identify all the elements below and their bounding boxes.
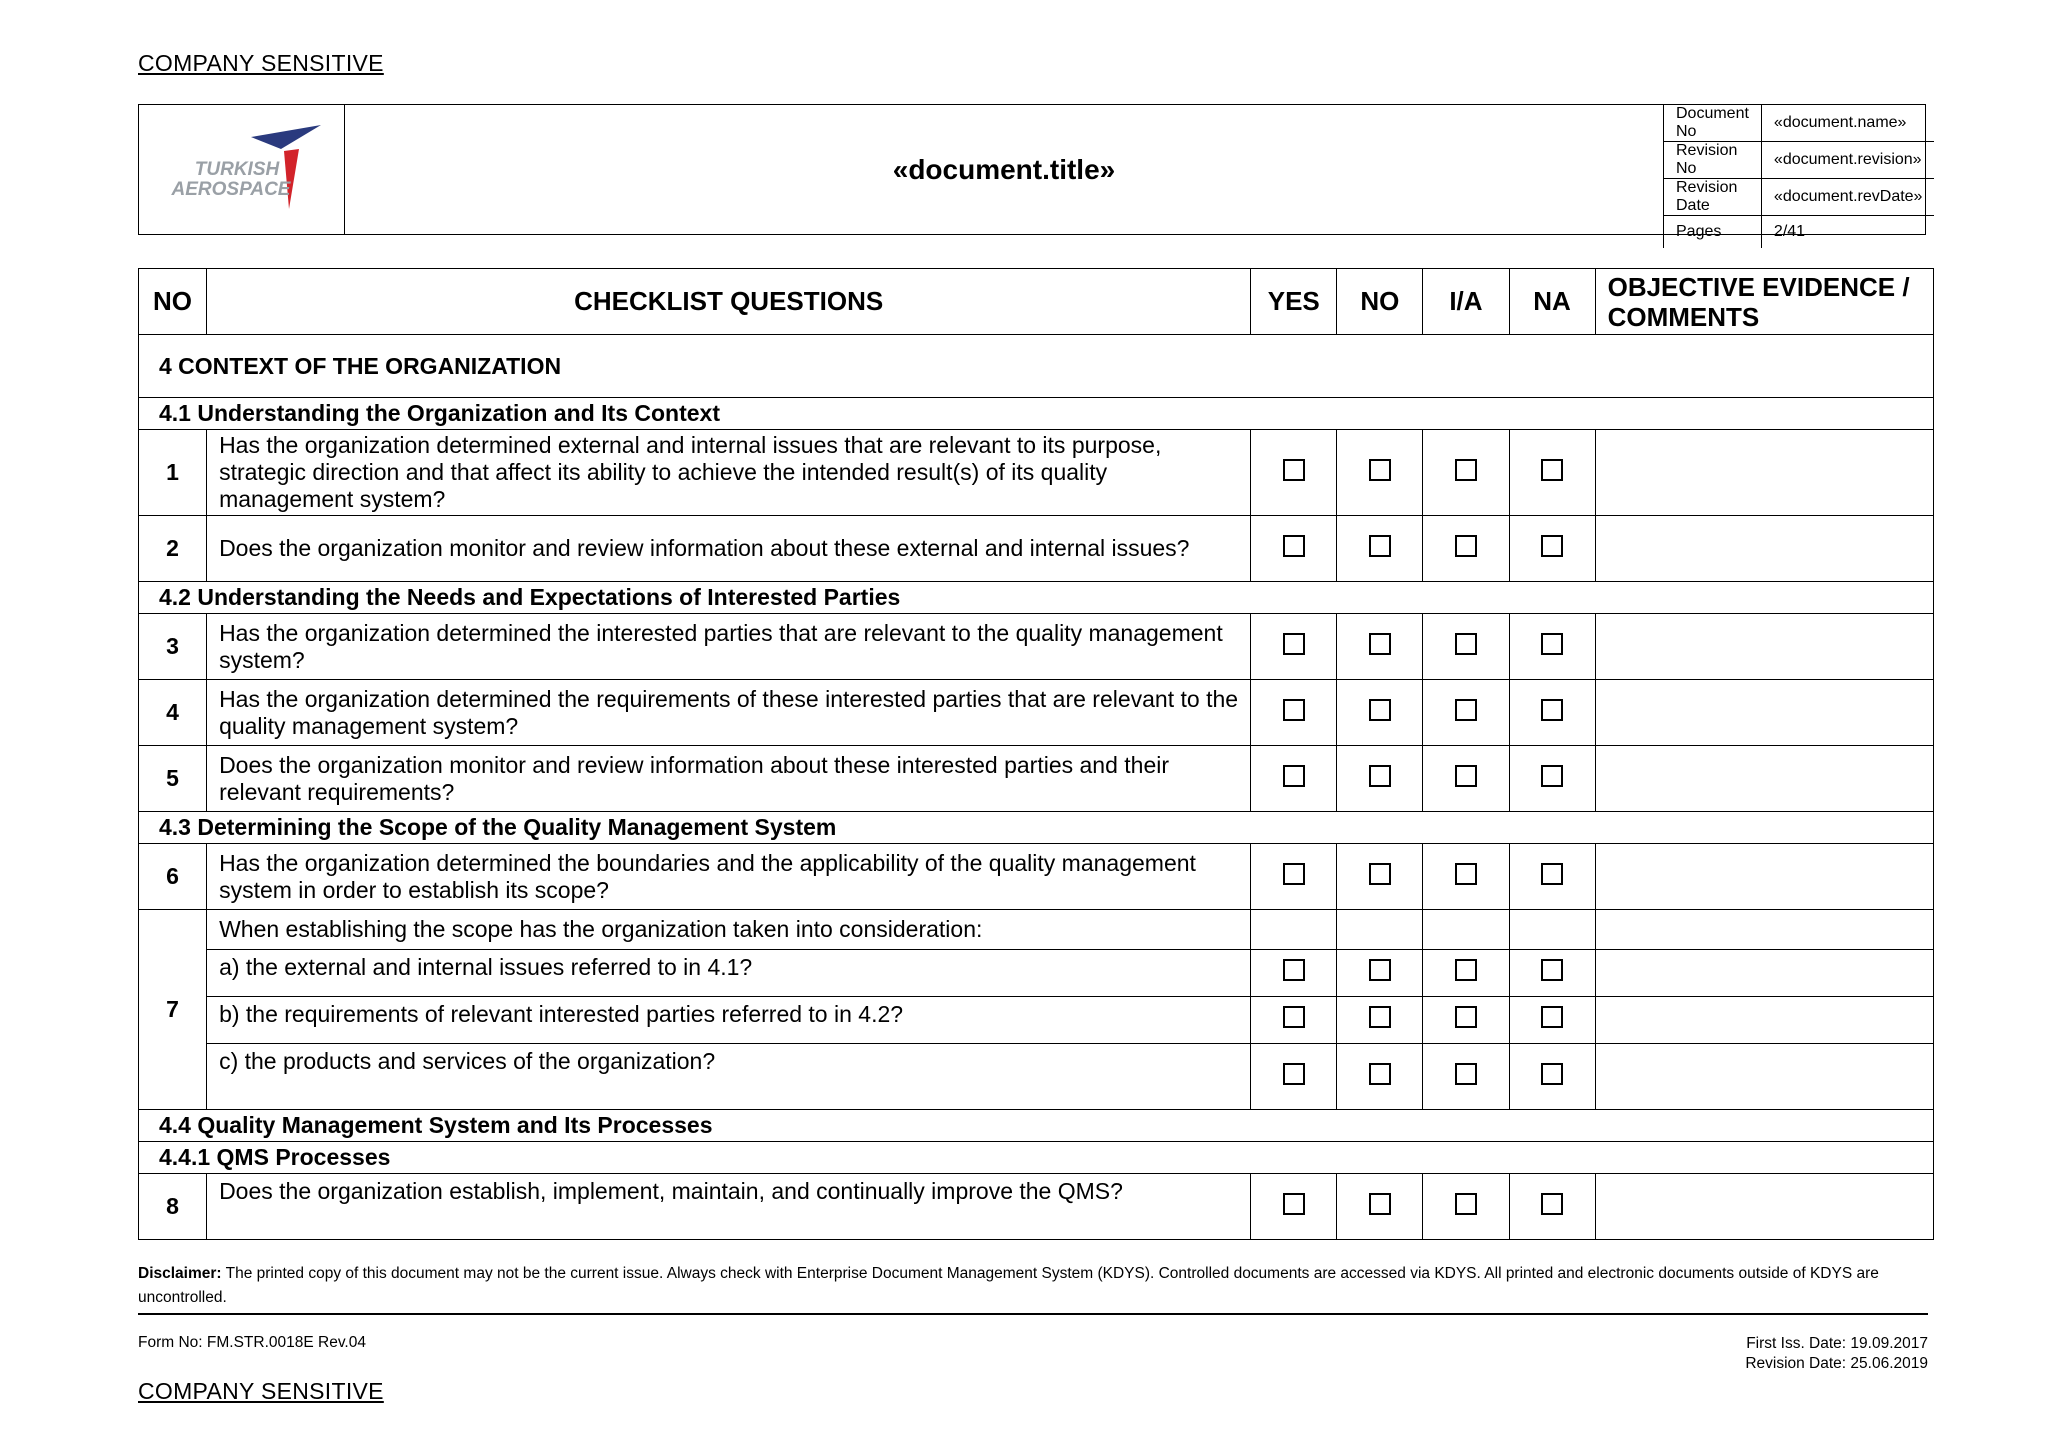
- footer-dates: [1745, 1334, 1928, 1374]
- yes-checkbox[interactable]: [1251, 516, 1337, 582]
- checkbox-icon: [1541, 1193, 1563, 1215]
- checkbox-icon: [1369, 765, 1391, 787]
- section-row: [139, 335, 1934, 398]
- evidence-cell[interactable]: [1595, 516, 1933, 582]
- empty-cell: [1423, 910, 1509, 950]
- yes-checkbox[interactable]: [1251, 746, 1337, 812]
- empty-cell: [1251, 910, 1337, 950]
- no-checkbox[interactable]: [1337, 430, 1423, 516]
- meta-key: Pages: [1664, 216, 1762, 249]
- checkbox-icon: [1541, 699, 1563, 721]
- checkbox-icon: [1541, 863, 1563, 885]
- question-text: b) the requirements of relevant interested parties referred to in 4.2?: [207, 997, 1251, 1044]
- no-checkbox[interactable]: [1337, 844, 1423, 910]
- empty-cell: [1337, 910, 1423, 950]
- checkbox-icon: [1455, 535, 1477, 557]
- na-checkbox[interactable]: [1509, 680, 1595, 746]
- checkbox-icon: [1455, 863, 1477, 885]
- checkbox-icon: [1541, 459, 1563, 481]
- col-header-yes: YES: [1251, 269, 1337, 335]
- meta-value: «document.name»: [1761, 105, 1934, 142]
- checkbox-icon: [1369, 633, 1391, 655]
- evidence-cell[interactable]: [1595, 746, 1933, 812]
- ia-checkbox[interactable]: [1423, 746, 1509, 812]
- ia-checkbox[interactable]: [1423, 1174, 1509, 1240]
- subsection-row: [139, 812, 1934, 844]
- yes-checkbox[interactable]: [1251, 844, 1337, 910]
- checkbox-icon: [1283, 699, 1305, 721]
- checkbox-icon: [1283, 1006, 1305, 1028]
- subsection-row: [139, 1142, 1934, 1174]
- checkbox-icon: [1541, 959, 1563, 981]
- evidence-cell[interactable]: [1595, 430, 1933, 516]
- na-checkbox[interactable]: [1509, 746, 1595, 812]
- table-row: [139, 844, 1934, 910]
- question-text: Does the organization monitor and review information about these interested parties and their relevant requirements?: [207, 746, 1251, 812]
- ia-checkbox[interactable]: [1423, 516, 1509, 582]
- subsection-row: [139, 582, 1934, 614]
- table-row: [139, 1044, 1934, 1110]
- checkbox-icon: [1541, 1063, 1563, 1085]
- question-number: 4: [139, 680, 207, 746]
- table-row: [139, 1174, 1934, 1240]
- evidence-cell[interactable]: [1595, 1044, 1933, 1110]
- question-number: 6: [139, 844, 207, 910]
- evidence-cell[interactable]: [1595, 1174, 1933, 1240]
- table-row: [139, 680, 1934, 746]
- meta-key: Revision No: [1664, 142, 1762, 179]
- checkbox-icon: [1541, 535, 1563, 557]
- col-header-no: NO: [139, 269, 207, 335]
- document-header: [138, 104, 1926, 240]
- checkbox-icon: [1541, 1006, 1563, 1028]
- form-number: Form No: FM.STR.0018E Rev.04: [138, 1334, 366, 1351]
- na-checkbox[interactable]: [1509, 950, 1595, 997]
- checkbox-icon: [1455, 1006, 1477, 1028]
- checkbox-icon: [1541, 633, 1563, 655]
- logo-graphic: [139, 105, 345, 234]
- meta-key: Document No: [1664, 105, 1762, 142]
- table-row: [139, 746, 1934, 812]
- checkbox-icon: [1369, 1193, 1391, 1215]
- checkbox-icon: [1283, 633, 1305, 655]
- checkbox-icon: [1455, 699, 1477, 721]
- checklist-table: [138, 268, 1934, 1240]
- checkbox-icon: [1455, 765, 1477, 787]
- question-number: 1: [139, 430, 207, 516]
- logo-text-line2: AEROSPACE: [171, 179, 291, 200]
- evidence-cell[interactable]: [1595, 614, 1933, 680]
- section-title: 4 CONTEXT OF THE ORGANIZATION: [139, 335, 1934, 398]
- checkbox-icon: [1283, 959, 1305, 981]
- document-title: «document.title»: [892, 153, 1116, 185]
- disclaimer: [138, 1262, 1928, 1310]
- subsection-title: 4.4.1 QMS Processes: [139, 1142, 1934, 1174]
- ia-checkbox[interactable]: [1423, 844, 1509, 910]
- question-number: 8: [139, 1174, 207, 1240]
- subsection-title: 4.3 Determining the Scope of the Quality Management System: [139, 812, 1934, 844]
- checkbox-icon: [1455, 1193, 1477, 1215]
- ia-checkbox[interactable]: [1423, 614, 1509, 680]
- no-checkbox[interactable]: [1337, 680, 1423, 746]
- checkbox-icon: [1283, 1063, 1305, 1085]
- subsection-title: 4.1 Understanding the Organization and Its Context: [139, 398, 1934, 430]
- question-text: When establishing the scope has the organization taken into consideration:: [207, 910, 1251, 950]
- ia-checkbox[interactable]: [1423, 950, 1509, 997]
- table-row: [139, 614, 1934, 680]
- meta-key: Revision Date: [1664, 179, 1762, 216]
- subsection-title: 4.2 Understanding the Needs and Expectations of Interested Parties: [139, 582, 1934, 614]
- checkbox-icon: [1283, 863, 1305, 885]
- no-checkbox[interactable]: [1337, 516, 1423, 582]
- checkbox-icon: [1369, 863, 1391, 885]
- checkbox-icon: [1455, 959, 1477, 981]
- sensitivity-label-bottom: COMPANY SENSITIVE: [138, 1378, 384, 1404]
- checkbox-icon: [1369, 699, 1391, 721]
- subsection-row: [139, 398, 1934, 430]
- no-checkbox[interactable]: [1337, 950, 1423, 997]
- table-row: [139, 997, 1934, 1044]
- disclaimer-label: Disclaimer:: [138, 1265, 222, 1282]
- checkbox-icon: [1369, 959, 1391, 981]
- col-header-na: NA: [1509, 269, 1595, 335]
- evidence-cell[interactable]: [1595, 680, 1933, 746]
- document-meta-table: [1663, 105, 1934, 248]
- na-checkbox[interactable]: [1509, 1044, 1595, 1110]
- meta-row-document-no: [1664, 105, 1935, 142]
- yes-checkbox[interactable]: [1251, 614, 1337, 680]
- ia-checkbox[interactable]: [1423, 680, 1509, 746]
- checkbox-icon: [1283, 1193, 1305, 1215]
- na-checkbox[interactable]: [1509, 516, 1595, 582]
- ia-checkbox[interactable]: [1423, 430, 1509, 516]
- meta-row-revision-no: [1664, 142, 1935, 179]
- evidence-cell[interactable]: [1595, 910, 1933, 950]
- na-checkbox[interactable]: [1509, 1174, 1595, 1240]
- col-header-ia: I/A: [1423, 269, 1509, 335]
- col-header-questions: CHECKLIST QUESTIONS: [207, 269, 1251, 335]
- col-header-no-answer: NO: [1337, 269, 1423, 335]
- first-issue-date: First Iss. Date: 19.09.2017: [1746, 1335, 1928, 1352]
- yes-checkbox[interactable]: [1251, 680, 1337, 746]
- yes-checkbox[interactable]: [1251, 950, 1337, 997]
- sensitivity-label-top: COMPANY SENSITIVE: [138, 50, 384, 76]
- no-checkbox[interactable]: [1337, 997, 1423, 1044]
- col-header-evidence: OBJECTIVE EVIDENCE / COMMENTS: [1595, 269, 1933, 335]
- checkbox-icon: [1455, 1063, 1477, 1085]
- checkbox-icon: [1455, 459, 1477, 481]
- disclaimer-text: The printed copy of this document may not be the current issue. Always check with Enterprise Document Management System (KDYS). Controlled documents are accessed via KDYS. All printed and electronic documents outside of KDYS are uncontrolled.: [138, 1265, 1879, 1306]
- table-row: [139, 516, 1934, 582]
- na-checkbox[interactable]: [1509, 997, 1595, 1044]
- no-checkbox[interactable]: [1337, 746, 1423, 812]
- question-text: Does the organization monitor and review information about these external and internal issues?: [207, 516, 1251, 582]
- question-number: 5: [139, 746, 207, 812]
- footer-divider: [138, 1313, 1928, 1315]
- yes-checkbox[interactable]: [1251, 1174, 1337, 1240]
- logo-text-line1: TURKISH: [194, 159, 280, 180]
- question-text: c) the products and services of the organization?: [207, 1044, 1251, 1110]
- question-number: 2: [139, 516, 207, 582]
- table-row: [139, 910, 1934, 950]
- question-number: 7: [139, 910, 207, 1110]
- checkbox-icon: [1369, 535, 1391, 557]
- checkbox-icon: [1369, 459, 1391, 481]
- table-row: [139, 430, 1934, 516]
- company-logo: [139, 105, 345, 234]
- ia-checkbox[interactable]: [1423, 997, 1509, 1044]
- question-text: Has the organization determined the boundaries and the applicability of the quality management system in order to establish its scope?: [207, 844, 1251, 910]
- table-row: [139, 950, 1934, 997]
- subsection-title: 4.4 Quality Management System and Its Processes: [139, 1110, 1934, 1142]
- meta-value: 2/41: [1761, 216, 1934, 249]
- no-checkbox[interactable]: [1337, 1044, 1423, 1110]
- empty-cell: [1509, 910, 1595, 950]
- checkbox-icon: [1283, 765, 1305, 787]
- na-checkbox[interactable]: [1509, 614, 1595, 680]
- meta-row-pages: [1664, 216, 1935, 249]
- question-number: 3: [139, 614, 207, 680]
- evidence-cell[interactable]: [1595, 844, 1933, 910]
- checkbox-icon: [1369, 1006, 1391, 1028]
- checkbox-icon: [1283, 459, 1305, 481]
- na-checkbox[interactable]: [1509, 430, 1595, 516]
- ia-checkbox[interactable]: [1423, 1044, 1509, 1110]
- checkbox-icon: [1283, 535, 1305, 557]
- meta-value: «document.revision»: [1761, 142, 1934, 179]
- question-text: Has the organization determined the interested parties that are relevant to the quality management system?: [207, 614, 1251, 680]
- checkbox-icon: [1541, 765, 1563, 787]
- no-checkbox[interactable]: [1337, 614, 1423, 680]
- question-text: Does the organization establish, implement, maintain, and continually improve the QMS?: [207, 1174, 1251, 1240]
- checkbox-icon: [1369, 1063, 1391, 1085]
- question-text: a) the external and internal issues referred to in 4.1?: [207, 950, 1251, 997]
- table-header-row: [139, 269, 1934, 335]
- question-text: Has the organization determined the requirements of these interested parties that are relevant to the quality management system?: [207, 680, 1251, 746]
- question-text: Has the organization determined external and internal issues that are relevant to its purpose, strategic direction and that affect its ability to achieve the intended result(s) of its quality management system?: [207, 430, 1251, 516]
- revision-date: Revision Date: 25.06.2019: [1745, 1355, 1928, 1372]
- no-checkbox[interactable]: [1337, 1174, 1423, 1240]
- meta-row-revision-date: [1664, 179, 1935, 216]
- meta-value: «document.revDate»: [1761, 179, 1934, 216]
- subsection-row: [139, 1110, 1934, 1142]
- evidence-cell[interactable]: [1595, 997, 1933, 1044]
- na-checkbox[interactable]: [1509, 844, 1595, 910]
- evidence-cell[interactable]: [1595, 950, 1933, 997]
- yes-checkbox[interactable]: [1251, 1044, 1337, 1110]
- checkbox-icon: [1455, 633, 1477, 655]
- yes-checkbox[interactable]: [1251, 997, 1337, 1044]
- yes-checkbox[interactable]: [1251, 430, 1337, 516]
